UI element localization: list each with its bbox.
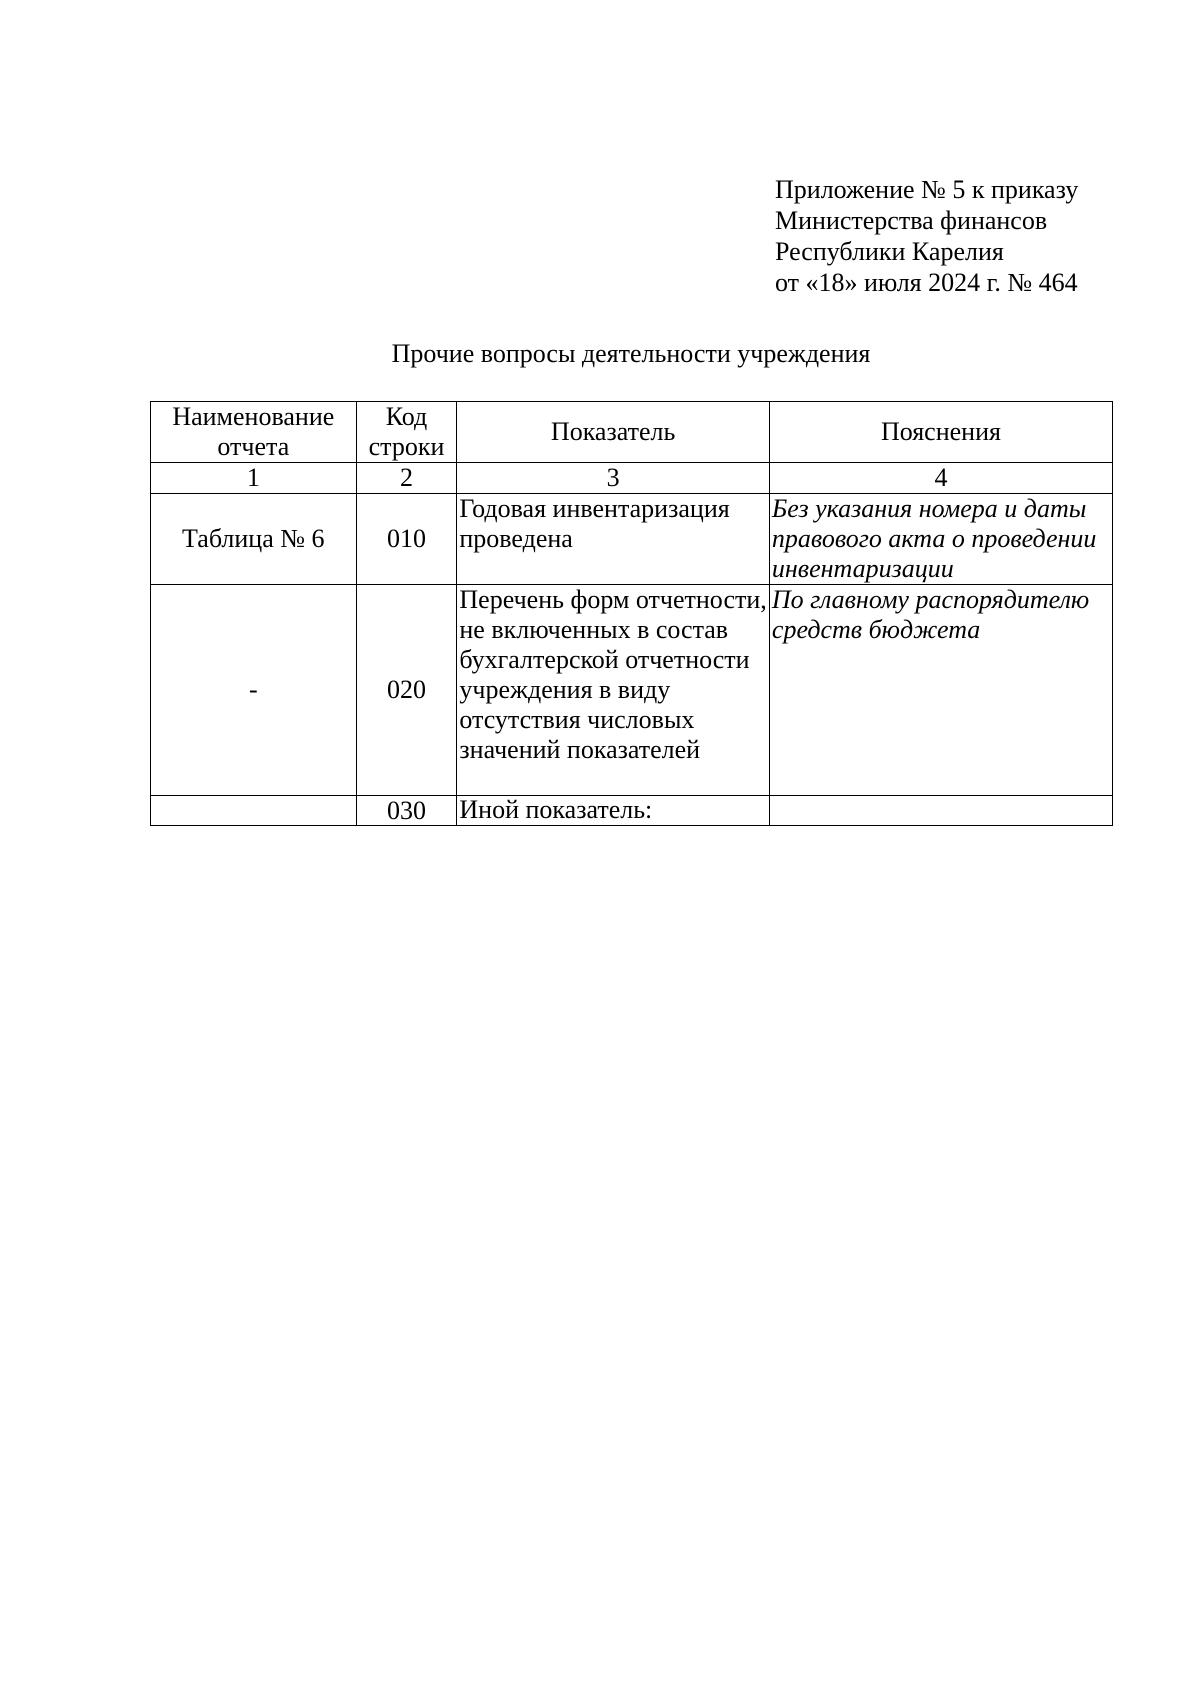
appendix-line: Республики Карелия	[775, 237, 1004, 266]
cell-note	[769, 796, 1112, 826]
header-indicator: Показатель	[457, 402, 770, 463]
header-text: строки	[368, 432, 445, 461]
cell-indicator: Перечень форм отчетности, не включенных в состав бухгалтерской отчетности учреждения в виду отсутствия числовых значений показателей	[457, 585, 770, 796]
table-header-row	[151, 402, 1113, 463]
cell-indicator: Годовая инвентаризация проведена	[457, 494, 770, 585]
column-number: 3	[457, 463, 770, 494]
table-row	[151, 796, 1113, 826]
document-title: Прочие вопросы деятельности учреждения	[391, 339, 871, 368]
cell-indicator: Иной показатель:	[457, 796, 770, 826]
header-text: отчета	[217, 432, 290, 461]
table-row	[151, 494, 1113, 585]
column-number-row	[151, 463, 1113, 494]
header-row-code	[356, 402, 457, 463]
cell-code: 020	[356, 585, 457, 796]
column-number: 2	[356, 463, 457, 494]
cell-code: 010	[356, 494, 457, 585]
cell-report	[151, 796, 357, 826]
header-report-name	[151, 402, 357, 463]
column-number: 1	[151, 463, 357, 494]
appendix-header	[775, 174, 1078, 298]
column-number: 4	[769, 463, 1112, 494]
appendix-line: Министерства финансов	[775, 206, 1048, 235]
cell-report: Таблица № 6	[151, 494, 357, 585]
appendix-line: Приложение № 5 к приказу	[775, 175, 1079, 204]
table-row	[151, 585, 1113, 796]
header-text: Наименование	[172, 402, 335, 431]
cell-note: Без указания номера и даты правового акта о проведении инвентаризации	[769, 494, 1112, 585]
cell-code: 030	[356, 796, 457, 826]
cell-note: По главному распорядителю средств бюджета	[769, 585, 1112, 796]
report-table	[150, 401, 1113, 826]
header-text: Код	[385, 402, 428, 431]
appendix-line: от «18» июля 2024 г. № 464	[775, 268, 1078, 297]
cell-report: -	[151, 585, 357, 796]
header-notes: Пояснения	[769, 402, 1112, 463]
